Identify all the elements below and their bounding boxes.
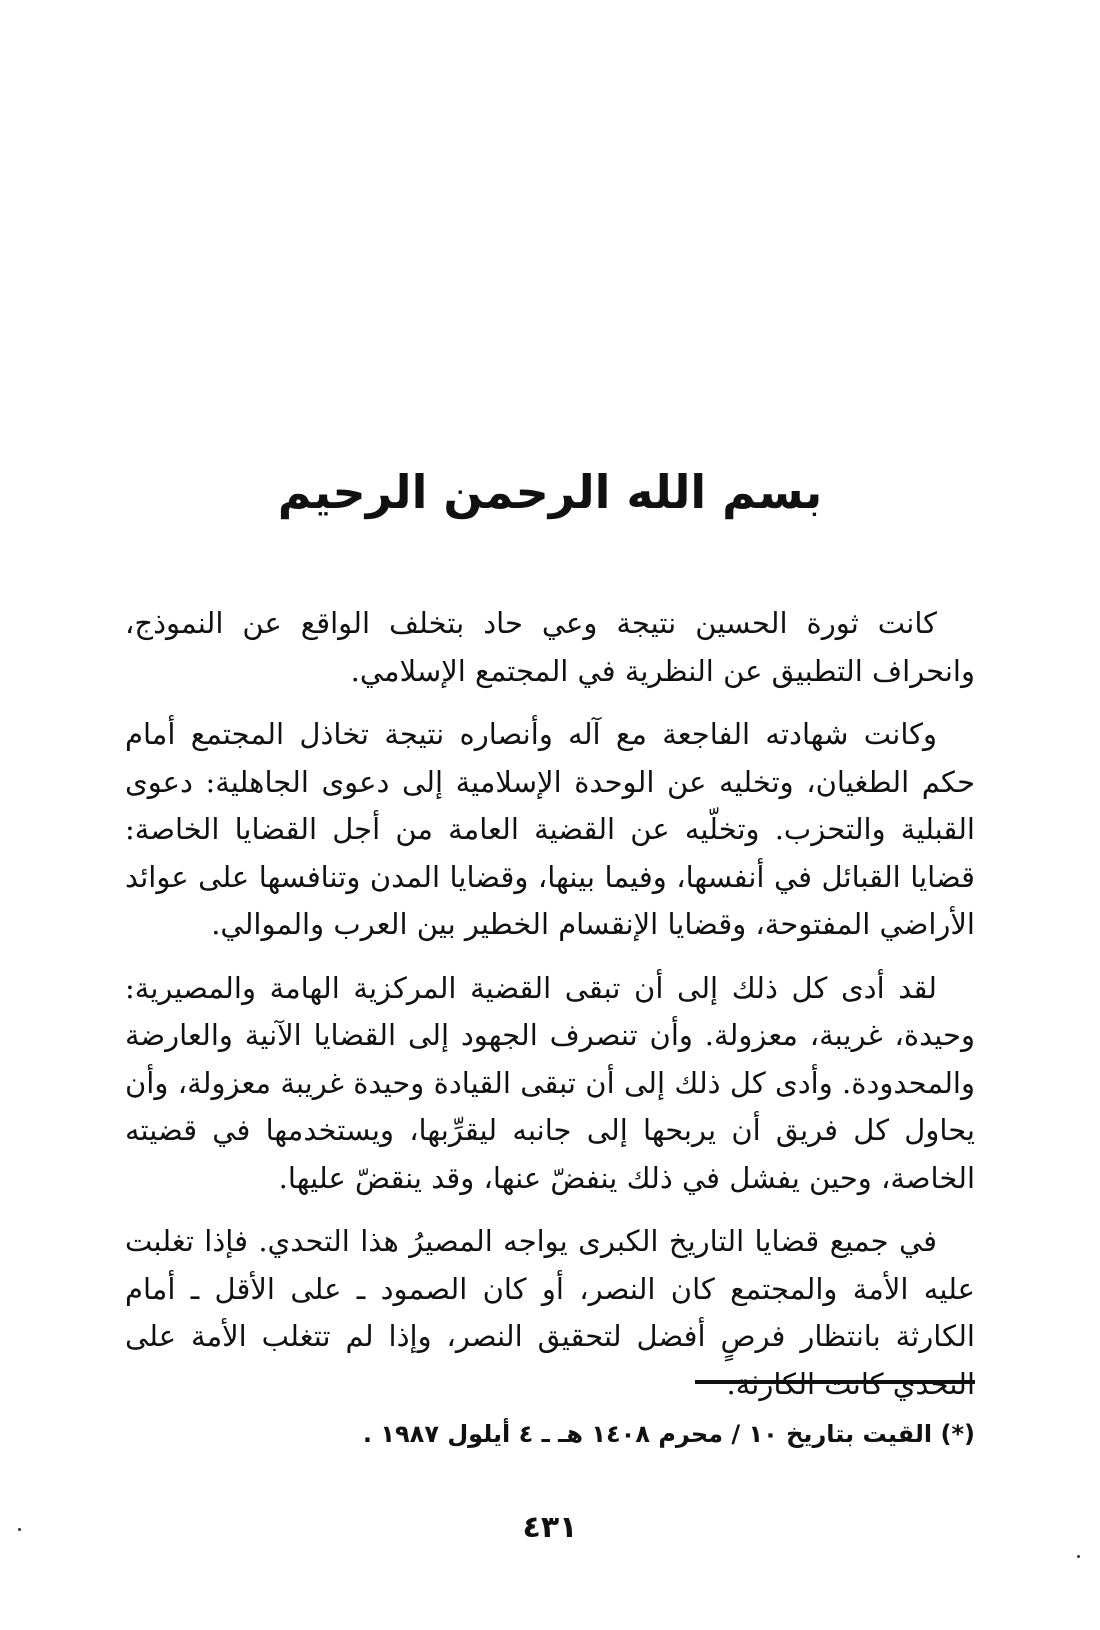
- paragraph: لقد أدى كل ذلك إلى أن تبقى القضية المركزية الهامة والمصيرية: وحيدة، غريبة، معزولة. وأن تنصرف الجهود إلى القضايا الآنية والعارضة والمحدودة. وأدى كل ذلك إلى أن تبقى القيادة وحيدة غريبة معزولة، وأن يحاول كل فريق أن يربحها إلى جانبه ليقرِّبها، ويستخدمها في قضيته الخاصة، وحين يفشل في ذلك ينفضّ عنها، وقد ينقضّ عليها.: [125, 970, 975, 1195]
- scan-speck: [18, 1528, 21, 1531]
- page-heading: بسم الله الرحمن الرحيم: [277, 465, 823, 519]
- paragraph: وكانت شهادته الفاجعة مع آله وأنصاره نتيجة تخاذل المجتمع أمام حكم الطغيان، وتخليه عن الوحدة الإسلامية إلى دعوى الجاهلية: دعوى القبلية والتحزب. وتخلّيه عن القضية العامة من أجل القضايا الخاصة: قضايا القبائل في أنفسها، وفيما بينها، وقضايا المدن وتنافسها على عوائد الأراضي المفتوحة، وقضايا الإنقسام الخطير بين العرب والموالي.: [125, 717, 975, 941]
- paragraph: في جميع قضايا التاريخ الكبرى يواجه المصيرُ هذا التحدي. فإذا تغلبت عليه الأمة والمجتمع كان النصر، أو كان الصمود ـ على الأقل ـ أمام الكارثة بانتظار فرصٍ أفضل لتحقيق النصر، وإذا لم تتغلب الأمة على: [125, 1224, 975, 1353]
- footnote: (*) القيت بتاريخ ١٠ / محرم ١٤٠٨ هـ ـ ٤ أيلول ١٩٨٧ .: [362, 1420, 975, 1448]
- page-number: ٤٣١: [522, 1510, 578, 1545]
- body-text: [125, 600, 975, 1424]
- footnote-divider: [695, 1380, 975, 1384]
- scan-speck: [1077, 1555, 1080, 1558]
- paragraph: كانت ثورة الحسين نتيجة وعي حاد بتخلف الواقع عن النموذج، وانحراف التطبيق عن النظرية في المجتمع الإسلامي.: [125, 606, 975, 688]
